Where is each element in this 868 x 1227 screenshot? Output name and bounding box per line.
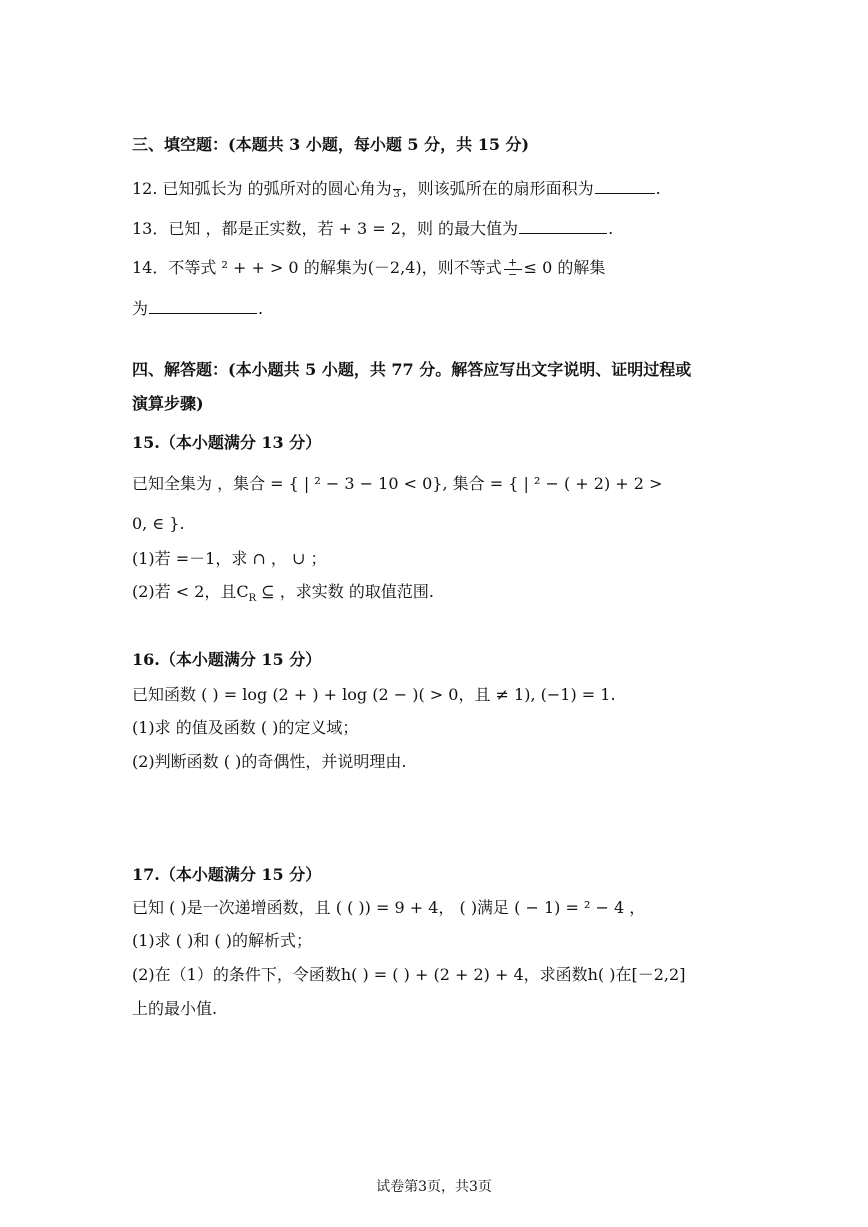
q15-header: 15.（本小题满分 13 分） bbox=[132, 433, 322, 452]
question-12 bbox=[132, 178, 661, 201]
q15-part-2-before: (2)若 < 2，且C bbox=[132, 582, 249, 601]
q12-fraction-denominator: 3 bbox=[393, 188, 400, 200]
q14-text-before: 14．不等式 ² + + > 0 的解集为(－2,4)，则不等式 bbox=[132, 258, 502, 277]
q12-answer-blank bbox=[595, 179, 655, 194]
q14-end: . bbox=[258, 299, 264, 318]
q14-fraction-denominator: − bbox=[508, 267, 518, 281]
q17-header: 17.（本小题满分 15 分） bbox=[132, 865, 322, 884]
q14-text-after: ≤ 0 的解集 bbox=[523, 258, 606, 277]
q12-text-after: ，则该弧所在的扇形面积为 bbox=[401, 179, 594, 198]
q14-line2-text: 为 bbox=[132, 299, 149, 318]
q17-line-1: 已知 ( )是一次递增函数，且 ( ( )) = 9 + 4， ( )满足 ( − 1) = ² − 4 ， bbox=[132, 898, 646, 917]
q14-answer-blank bbox=[149, 299, 257, 314]
section-4-title-line-1: 四、解答题：(本小题共 5 小题，共 77 分。解答应写出文字说明、证明过程或 bbox=[132, 360, 692, 379]
q12-end: . bbox=[655, 179, 661, 198]
q13-answer-blank bbox=[519, 219, 607, 234]
q15-part-2-after: ⊆ ，求实数 的取值范围. bbox=[256, 582, 434, 601]
q12-fraction bbox=[392, 179, 402, 201]
q16-part-2: (2)判断函数 ( )的奇偶性，并说明理由. bbox=[132, 752, 407, 771]
q14-fraction bbox=[502, 255, 524, 281]
q15-line-2: 0, ∈ }. bbox=[132, 514, 185, 533]
q16-part-1: (1)求 的值及函数 ( )的定义域； bbox=[132, 718, 359, 737]
q17-part-2-continued: 上的最小值. bbox=[132, 999, 218, 1018]
q15-part-2-subscript: R bbox=[248, 593, 257, 605]
section-4-title-line-2: 演算步骤) bbox=[132, 394, 204, 413]
q13-text: 13．已知 ，都是正实数，若 + 3 = 2，则 的最大值为 bbox=[132, 219, 519, 238]
section-3-title: 三、填空题：(本题共 3 小题，每小题 5 分，共 15 分) bbox=[132, 135, 530, 154]
q16-line-1: 已知函数 ( ) = log (2 + ) + log (2 − )( > 0，且 ≠ 1), (−1) = 1. bbox=[132, 685, 616, 704]
question-14-line-2 bbox=[132, 298, 263, 320]
q14-fraction-numerator: + bbox=[508, 255, 518, 269]
q17-part-1: (1)求 ( )和 ( )的解析式； bbox=[132, 931, 312, 950]
q12-text-before: 12. 已知弧长为 的弧所对的圆心角为 bbox=[132, 179, 392, 198]
q15-part-2 bbox=[132, 581, 434, 610]
q17-part-2: (2)在（1）的条件下，令函数h( ) = ( ) + (2 + 2) + 4，求函数h( )在[－2,2] bbox=[132, 965, 686, 984]
question-14-line-1 bbox=[132, 257, 605, 280]
question-13 bbox=[132, 218, 613, 240]
page-footer: 试卷第3页，共3页 bbox=[376, 1179, 492, 1195]
q16-header: 16.（本小题满分 15 分） bbox=[132, 650, 322, 669]
q15-part-1: (1)若 =－1，求 ∩ ， ∪ ； bbox=[132, 549, 327, 568]
q15-line-1: 已知全集为 ，集合 = { | ² − 3 − 10 < 0}, 集合 = { | ² − ( + 2) + 2 > bbox=[132, 474, 663, 493]
q13-end: . bbox=[608, 219, 614, 238]
